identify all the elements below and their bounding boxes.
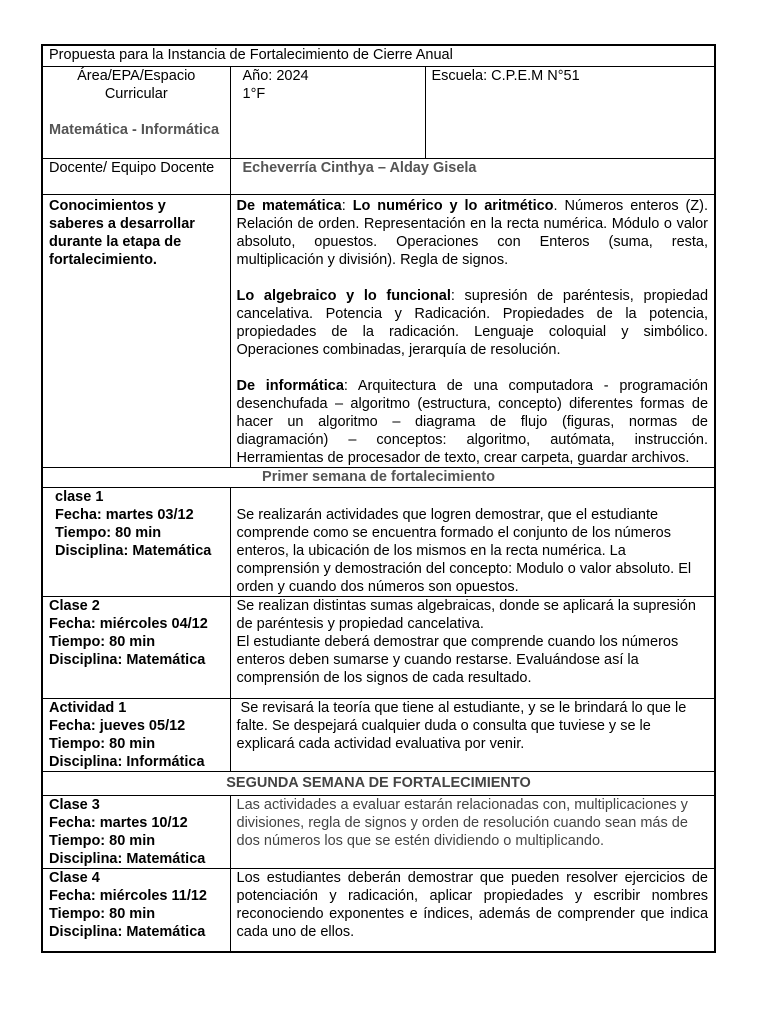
class-description (230, 596, 715, 698)
conocimientos-content (230, 194, 715, 467)
header-row (42, 66, 715, 158)
week2-row (42, 771, 715, 795)
conocimientos-label: Conocimientos y saberes a desarrollar durante la etapa de fortalecimiento. (42, 194, 230, 467)
conocimientos-row (42, 194, 715, 467)
class-discipline: Disciplina: Matemática (49, 850, 206, 867)
class-row (42, 698, 715, 771)
class-description-text-2: El estudiante deberá demostrar que comprende cuando los números enteros deben sumarse y cuando restarse. Evaluándose así la comprensión de los signos de cada resultado. (236, 633, 679, 686)
informatica-text: : Arquitectura de una computadora - programación desenchufada – algoritmo (estructura, concepto) diferentes formas de hacer un algoritmo – diagrama de flujo (figuras, normas de diagramación) – conceptos: algoritmo, autómata, instrucción. Herramientas de procesador de texto, crear carpeta, guardar archivos. (236, 377, 709, 466)
class-info (42, 868, 230, 952)
year-cell (230, 66, 425, 158)
informatica-lead: De informática (236, 377, 344, 394)
class-description-text: Se realizarán actividades que logren demostrar, que el estudiante comprende como se encuentra formado el conjunto de los números enteros, la ubicación de los mismos en la recta numérica. La comprensión y demostración del concepto: Modulo o valor absoluto. El orden y cuando dos números son opuestos. (236, 506, 692, 595)
area-label: Área/EPA/Espacio Curricular (77, 67, 196, 102)
class-description (230, 487, 715, 596)
algebra-text: : supresión de paréntesis, propiedad cancelativa. Potencia y Radicación. Propiedades de la potencia, propiedades de la radicación. Lenguaje coloquial y simbólico. Operaciones combinadas, jerarquía de resolución. (236, 287, 709, 358)
math-paragraph (237, 197, 709, 269)
class-row (42, 795, 715, 868)
docente-value: Echeverría Cinthya – Alday Gisela (230, 158, 715, 194)
course-value: 1°F (242, 85, 266, 102)
class-name: Clase 3 (49, 796, 100, 813)
class-time: Tiempo: 80 min (49, 832, 156, 849)
class-info (42, 795, 230, 868)
math-topic: Lo numérico y lo aritmético (352, 197, 554, 214)
class-name: Actividad 1 (49, 699, 127, 716)
class-row (42, 596, 715, 698)
math-lead-sep: : (341, 197, 353, 214)
title-row (42, 45, 715, 66)
school-cell (425, 66, 715, 158)
class-description-text: Se revisará la teoría que tiene al estudiante, y se le brindará lo que le falte. Se despejará cualquier duda o consulta que tuviese y se le explicará cada actividad evaluativa por venir. (236, 699, 691, 752)
class-date: Fecha: jueves 05/12 (49, 717, 186, 734)
class-discipline: Disciplina: Informática (49, 753, 205, 770)
class-time: Tiempo: 80 min (49, 735, 156, 752)
planning-table (41, 44, 716, 953)
docente-row (42, 158, 715, 194)
class-description (230, 698, 715, 771)
class-time: Tiempo: 80 min (49, 633, 156, 650)
class-discipline: Disciplina: Matemática (55, 542, 212, 559)
algebra-paragraph (237, 287, 709, 359)
class-info (42, 698, 230, 771)
class-info (42, 487, 230, 596)
class-date: Fecha: martes 03/12 (55, 506, 194, 523)
class-discipline: Disciplina: Matemática (49, 651, 206, 668)
area-value: Matemática - Informática (49, 121, 220, 138)
algebra-lead: Lo algebraico y lo funcional (236, 287, 451, 304)
week1-row (42, 467, 715, 487)
class-description-text: Los estudiantes deberán demostrar que pueden resolver ejercicios de potenciación y radicación, aplicar propiedades y escribir nombres reconociendo exponentes e índices, además de comprender que indica cada uno de ellos. (236, 869, 709, 940)
class-row (42, 868, 715, 952)
class-description-text: Las actividades a evaluar estarán relacionadas con, multiplicaciones y divisiones, regla de signos y orden de resolución cuando sean más de dos números los que se estén dividiendo o multiplicando. (236, 796, 688, 849)
class-date: Fecha: miércoles 04/12 (49, 615, 208, 632)
informatica-paragraph (237, 377, 709, 467)
year-value: Año: 2024 (242, 67, 309, 84)
math-lead: De matemática (236, 197, 342, 214)
document-title: Propuesta para la Instancia de Fortalecimiento de Cierre Anual (42, 45, 715, 66)
class-name: Clase 4 (49, 869, 100, 886)
math-text: . Números enteros (Z). Relación de orden. Representación en la recta numérica. Módulo o valor absoluto, opuestos. Operaciones con Enteros (suma, resta, multiplicación y división). Regla de signos. (236, 197, 709, 268)
class-description (230, 868, 715, 952)
class-discipline: Disciplina: Matemática (49, 923, 206, 940)
class-time: Tiempo: 80 min (55, 524, 162, 541)
class-description (230, 795, 715, 868)
class-description-text: Se realizan distintas sumas algebraicas, donde se aplicará la supresión de paréntesis y propiedad cancelativa. (236, 597, 696, 632)
area-cell (42, 66, 230, 158)
docente-label: Docente/ Equipo Docente (42, 158, 230, 194)
class-name: clase 1 (55, 488, 104, 505)
class-row (42, 487, 715, 596)
class-info (42, 596, 230, 698)
week1-title: Primer semana de fortalecimiento (42, 467, 715, 487)
class-date: Fecha: martes 10/12 (49, 814, 188, 831)
class-name: Clase 2 (49, 597, 100, 614)
class-time: Tiempo: 80 min (49, 905, 156, 922)
school-value: Escuela: C.P.E.M N°51 (431, 67, 580, 84)
class-date: Fecha: miércoles 11/12 (49, 887, 207, 904)
week2-title: SEGUNDA SEMANA DE FORTALECIMIENTO (42, 771, 715, 795)
